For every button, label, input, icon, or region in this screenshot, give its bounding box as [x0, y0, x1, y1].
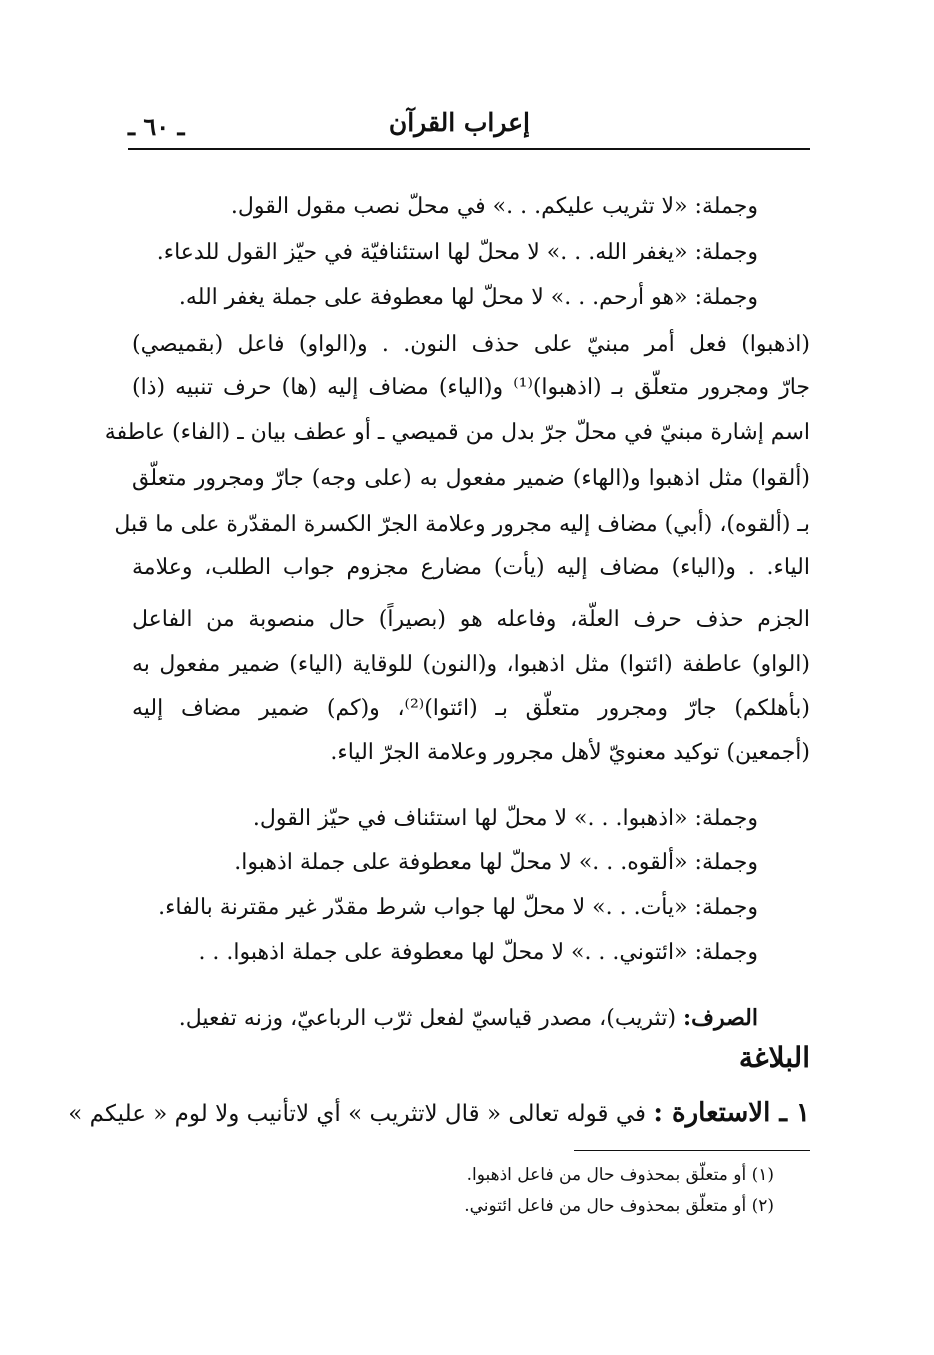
paragraph-line-3: اسم إشارة مبنيّ في محلّ جرّ بدل من قميصي ـ أو عطف بيان ـ (الفاء) عاطفة	[104, 420, 810, 445]
paragraph-line-8: (الواو) عاطفة (ائتوا) مثل اذهبوا، و(النون) للوقاية (الياء) ضمير مفعول به	[132, 652, 810, 677]
paragraph-line-5: بـ (ألقوه)، (أبي) مضاف إليه مجرور وعلامة الجرّ الكسرة المقدّرة على ما قبل	[114, 512, 810, 537]
paragraph-line-1: (اذهبوا) فعل أمر مبنيّ على حذف النون. . و(الواو) فاعل (بقميصي)	[132, 332, 810, 357]
istiara-text: في قوله تعالى « قال لاتثريب » أي لاتأنيب ولا لوم « عليكم »	[68, 1101, 647, 1127]
paragraph-line-9: (بأهلكم) جارّ ومجرور متعلّق بـ (ائتوا)⁽²⁾، و(كم) ضمير مضاف إليه	[132, 696, 810, 721]
page-number: ـ ٦٠ ـ	[128, 112, 185, 141]
sarf-label: الصرف:	[683, 1005, 758, 1031]
page-header	[128, 104, 810, 150]
sentence-line-3: وجملة: «يأت. . .» لا محلّ لها جواب شرط مقدّر غير مقترنة بالفاء.	[158, 895, 758, 920]
intro-line-2: وجملة: «يغفر الله. . .» لا محلّ لها استئنافيّة في حيّز القول للدعاء.	[156, 240, 758, 265]
intro-line-3: وجملة: «هو أرحم. . .» لا محلّ لها معطوفة على جملة يغفر الله.	[178, 285, 758, 310]
paragraph-line-2: جارّ ومجرور متعلّق بـ (اذهبوا)⁽¹⁾ و(الياء) مضاف إليه (ها) حرف تنبيه (ذا)	[132, 375, 810, 400]
sentence-line-1: وجملة: «اذهبوا. . .» لا محلّ لها استئناف في حيّز القول.	[252, 806, 758, 831]
paragraph-line-4: (ألقوا) مثل اذهبوا و(الهاء) ضمير مفعول به (على وجه) جارّ ومجرور متعلّق	[132, 466, 810, 491]
footnote-2: (٢) أو متعلّق بمحذوف حال من فاعل ائتوني.	[464, 1196, 774, 1216]
paragraph-line-7: الجزم حذف حرف العلّة، وفاعله هو (بصيراً) حال منصوبة من الفاعل	[132, 607, 810, 632]
sarf-text: (تثريب)، مصدر قياسيّ لفعل ثرّب الرباعيّ، وزنه تفعيل.	[178, 1006, 677, 1031]
paragraph-line-6: الياء. . و(الياء) مضاف إليه (يأت) مضارع مجزوم جواب الطلب، وعلامة	[132, 555, 810, 580]
sentence-line-4: وجملة: «ائتوني. . .» لا محلّ لها معطوفة على جملة اذهبوا. . .	[198, 940, 758, 965]
book-title: إعراب القرآن	[388, 108, 530, 137]
footnote-1: (١) أو متعلّق بمحذوف حال من فاعل اذهبوا.	[466, 1165, 774, 1185]
intro-line-1: وجملة: «لا تثريب عليكم. . .» في محلّ نصب مقول القول.	[230, 194, 758, 219]
paragraph-line-10: (أجمعين) توكيد معنويّ لأهل مجرور وعلامة الجرّ الياء.	[330, 740, 810, 765]
sarf-line	[179, 1003, 758, 1034]
footnote-rule	[574, 1150, 810, 1151]
istiara-line	[68, 1096, 810, 1131]
header-rule	[128, 148, 810, 150]
sentence-line-2: وجملة: «ألقوه. . .» لا محلّ لها معطوفة على جملة اذهبوا.	[234, 850, 758, 875]
balagha-heading: البلاغة	[738, 1041, 810, 1074]
istiara-label: ١ ـ الاستعارة :	[653, 1098, 810, 1128]
